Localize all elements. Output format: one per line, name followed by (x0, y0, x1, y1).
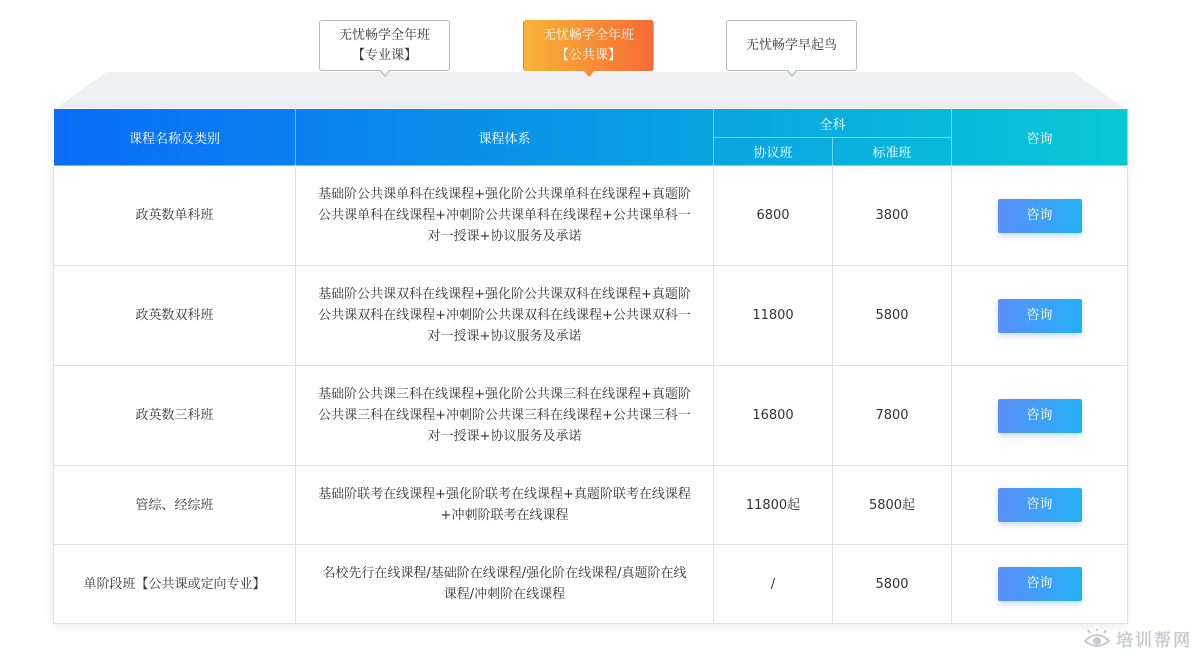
tab-pointer-icon (786, 70, 798, 77)
course-name: 政英数三科班 (54, 366, 296, 466)
standard-price: 5800 (833, 266, 952, 366)
course-system: 基础阶公共课单科在线课程+强化阶公共课单科在线课程+真题阶公共课单科在线课程+冲刺阶公共课单科在线课程+公共课单科一对一授课+协议服务及承诺 (296, 166, 714, 266)
course-name: 政英数双科班 (54, 266, 296, 366)
watermark (1084, 626, 1192, 651)
table-row (54, 545, 1128, 624)
header-consult: 咨询 (952, 109, 1128, 166)
consult-button[interactable]: 咨询 (998, 399, 1082, 433)
table-row (54, 166, 1128, 266)
course-table-container (53, 108, 1127, 624)
tab-major-course[interactable] (319, 20, 450, 71)
tab-early-bird[interactable] (726, 20, 857, 71)
tab-label-line2: 【公共课】 (555, 47, 621, 63)
tab-label-line1: 无忧畅学全年班 (338, 27, 430, 43)
tab-label-line1: 无忧畅学全年班 (542, 27, 634, 43)
consult-button[interactable]: 咨询 (998, 567, 1082, 601)
consult-cell (952, 266, 1128, 366)
header-all-subjects: 全科 (714, 109, 952, 138)
header-course-name: 课程名称及类别 (54, 109, 296, 166)
course-table (53, 108, 1128, 624)
tab-label-line1: 无忧畅学早起鸟 (745, 37, 837, 53)
standard-price: 5800起 (833, 466, 952, 545)
course-name: 管综、经综班 (54, 466, 296, 545)
course-name: 政英数单科班 (54, 166, 296, 266)
consult-cell (952, 466, 1128, 545)
course-name: 单阶段班【公共课或定向专业】 (54, 545, 296, 624)
header-agreement-class: 协议班 (714, 138, 833, 166)
standard-price: 7800 (833, 366, 952, 466)
course-system: 基础阶公共课三科在线课程+强化阶公共课三科在线课程+真题阶公共课三科在线课程+冲刺阶公共课三科在线课程+公共课三科一对一授课+协议服务及承诺 (296, 366, 714, 466)
consult-cell (952, 166, 1128, 266)
agreement-price: 11800 (714, 266, 833, 366)
table-row (54, 266, 1128, 366)
agreement-price: 11800起 (714, 466, 833, 545)
consult-button[interactable]: 咨询 (998, 299, 1082, 333)
watermark-text: 培训帮网 (1116, 631, 1192, 651)
consult-button[interactable]: 咨询 (998, 488, 1082, 522)
tab-label-line2: 【专业课】 (351, 47, 417, 63)
table-row (54, 366, 1128, 466)
tab-pointer-icon (583, 70, 595, 77)
agreement-price: 6800 (714, 166, 833, 266)
tab-pointer-icon (379, 70, 391, 77)
consult-button[interactable]: 咨询 (998, 199, 1082, 233)
agreement-price: 16800 (714, 366, 833, 466)
standard-price: 5800 (833, 545, 952, 624)
course-system: 名校先行在线课程/基础阶在线课程/强化阶在线课程/真题阶在线课程/冲刺阶在线课程 (296, 545, 714, 624)
table-row (54, 466, 1128, 545)
standard-price: 3800 (833, 166, 952, 266)
course-system: 基础阶联考在线课程+强化阶联考在线课程+真题阶联考在线课程+冲刺阶联考在线课程 (296, 466, 714, 545)
course-system: 基础阶公共课双科在线课程+强化阶公共课双科在线课程+真题阶公共课双科在线课程+冲刺阶公共课双科在线课程+公共课双科一对一授课+协议服务及承诺 (296, 266, 714, 366)
eye-logo-icon (1084, 629, 1110, 649)
tab-public-course[interactable] (523, 20, 654, 71)
table-backdrop (53, 72, 1127, 110)
header-course-system: 课程体系 (296, 109, 714, 166)
consult-cell (952, 366, 1128, 466)
table-header-row (54, 109, 1128, 138)
header-standard-class: 标准班 (833, 138, 952, 166)
agreement-price: / (714, 545, 833, 624)
consult-cell (952, 545, 1128, 624)
